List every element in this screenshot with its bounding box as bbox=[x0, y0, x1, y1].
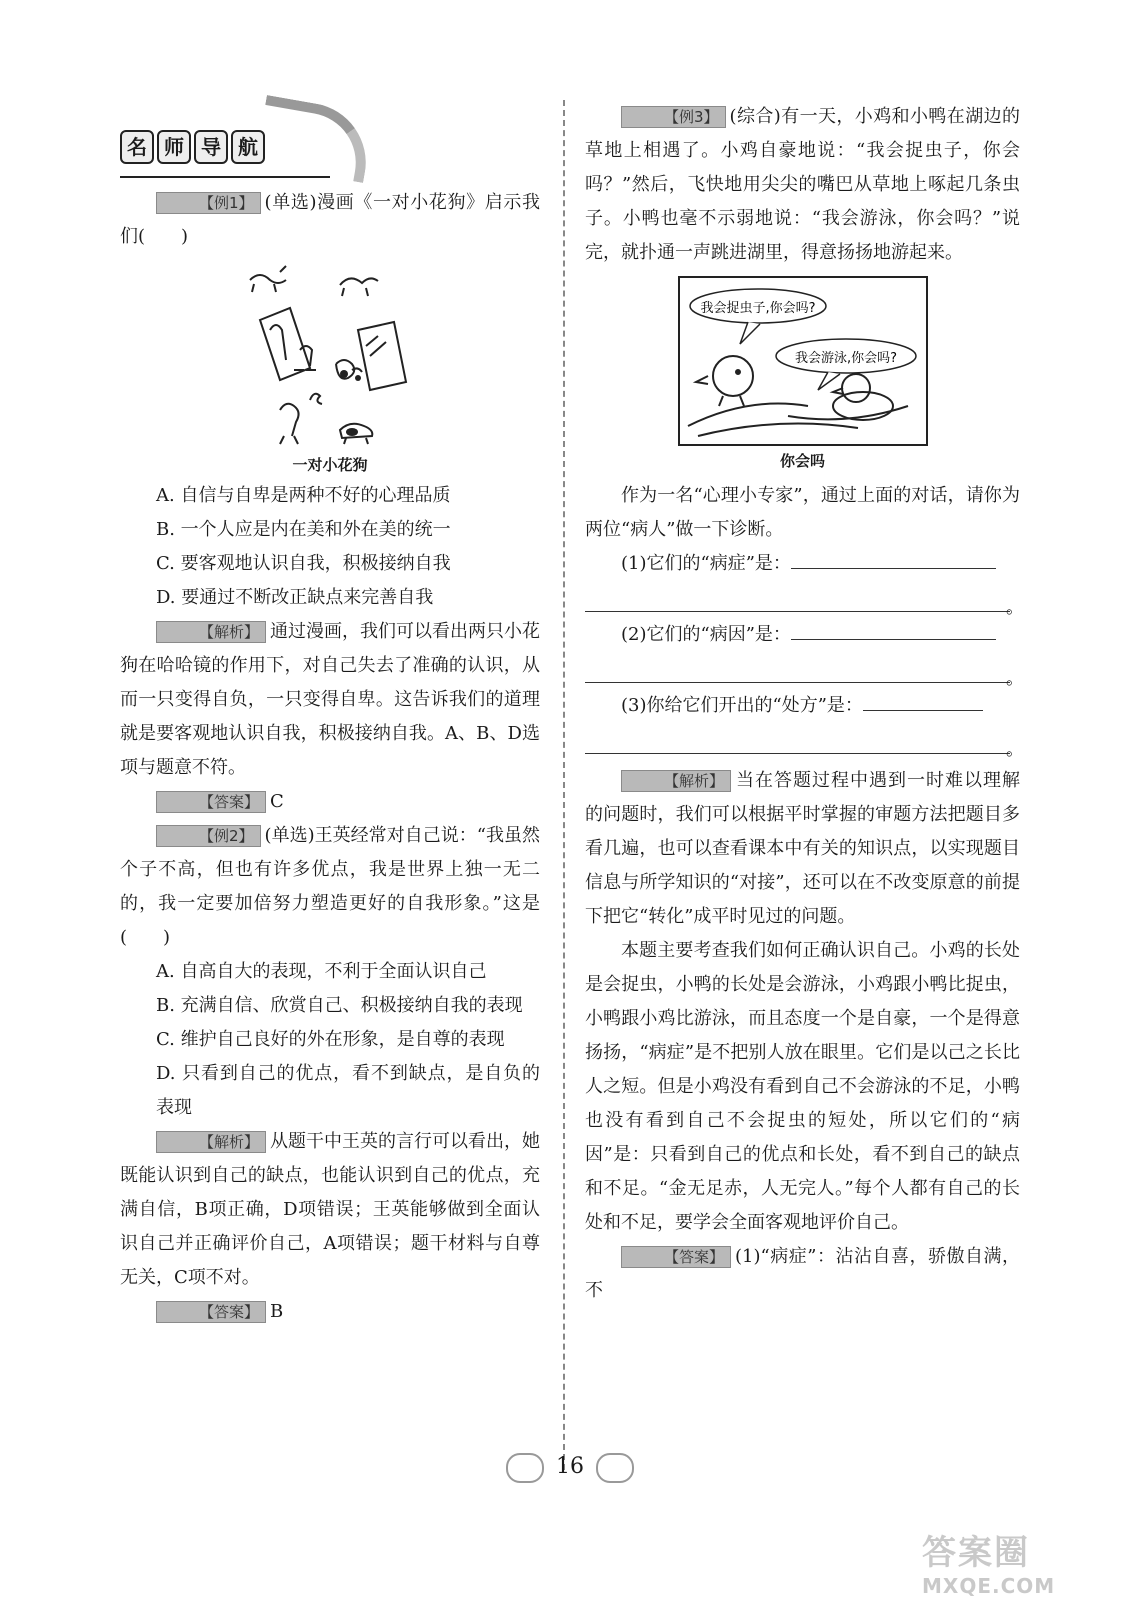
comic-caption: 你会吗 bbox=[779, 452, 825, 470]
example-2-option-d: D. 只看到自己的优点，看不到缺点，是自负的表现 bbox=[156, 1063, 540, 1118]
answer-blank[interactable] bbox=[791, 548, 996, 569]
left-column bbox=[120, 100, 540, 1329]
answer-tag: 【答案】 bbox=[156, 1301, 266, 1323]
example-2-option-c: C. 维护自己良好的外在形象，是自尊的表现 bbox=[156, 1029, 505, 1050]
example-3-answer: 【答案】 (1)“病症”：沾沾自喜，骄傲自满，不 bbox=[585, 1246, 1020, 1301]
column-divider bbox=[563, 100, 565, 1470]
watermark bbox=[922, 1525, 1122, 1598]
comic-pair-of-dogs bbox=[240, 260, 420, 450]
banner-char: 师 bbox=[157, 130, 191, 164]
answer-blank-line[interactable]: 。 bbox=[585, 652, 1010, 683]
example-1-option-a: A. 自信与自卑是两种不好的心理品质 bbox=[156, 485, 451, 506]
duck-speech-bubble: 我会游泳,你会吗? bbox=[794, 351, 897, 366]
right-column bbox=[585, 100, 1024, 1308]
answer-tag: 【答案】 bbox=[156, 791, 266, 813]
banner-char: 导 bbox=[194, 130, 228, 164]
analysis-tag: 【解析】 bbox=[156, 1131, 266, 1153]
analysis-tag: 【解析】 bbox=[621, 770, 731, 792]
banner-title bbox=[120, 130, 268, 164]
question-1: (1)它们的“病症”是： bbox=[585, 547, 1020, 581]
example-1-analysis: 【解析】 通过漫画，我们可以看出两只小花狗在哈哈镜的作用下，对自己失去了准确的认识，从而一只变得自负，一只变得自卑。这告诉我们的道理就是要客观地认识自我，积极接纳自我。A、B、D选项与题意不符。 bbox=[120, 621, 541, 778]
example-3-tag: 【例3】 bbox=[621, 106, 726, 128]
banner-swirl-decoration bbox=[255, 95, 375, 183]
banner-char: 航 bbox=[231, 130, 265, 164]
example-2-option-a: A. 自高自大的表现，不利于全面认识自己 bbox=[156, 961, 487, 982]
answer-blank-line[interactable]: 。 bbox=[585, 723, 1010, 754]
example-1-option-b: B. 一个人应是内在美和外在美的统一 bbox=[156, 519, 451, 540]
page-number: 16 bbox=[556, 1454, 584, 1479]
question-2: (2)它们的“病因”是： bbox=[585, 618, 1020, 652]
example-1-tag: 【例1】 bbox=[156, 192, 261, 214]
analysis-tag: 【解析】 bbox=[156, 621, 266, 643]
example-2-option-b: B. 充满自信、欣赏自己、积极接纳自我的表现 bbox=[156, 995, 523, 1016]
example-1-option-d: D. 要通过不断改正缺点来完善自我 bbox=[156, 587, 434, 608]
answer-blank-line[interactable]: 。 bbox=[585, 581, 1010, 612]
example-2-answer: 【答案】 B bbox=[120, 1295, 540, 1329]
banner-char: 名 bbox=[120, 130, 154, 164]
question-3: (3)你给它们开出的“处方”是： bbox=[585, 689, 1020, 723]
example-1-answer: 【答案】 C bbox=[120, 785, 540, 819]
section-banner bbox=[120, 100, 540, 180]
example-1-stem: 【例1】 (单选)漫画《一对小花狗》启示我们( ) bbox=[120, 192, 540, 247]
answer-blank[interactable] bbox=[863, 690, 983, 711]
watermark-line-2: MXQE.COM bbox=[922, 1574, 1056, 1598]
example-2-stem: 【例2】 (单选)王英经常对自己说：“我虽然个子不高，但也有许多优点，我是世界上独一无二的，我一定要加倍努力塑造更好的自我形象。”这是( ) bbox=[120, 825, 540, 948]
chick-speech-bubble: 我会捉虫子,你会吗? bbox=[699, 301, 816, 316]
page-footer bbox=[500, 1447, 640, 1487]
example-1-option-c: C. 要客观地认识自我，积极接纳自我 bbox=[156, 553, 451, 574]
example-3-analysis: 【解析】 当在答题过程中遇到一时难以理解的问题时，我们可以根据平时掌握的审题方法把题目多看几遍，也可以查看课本中有关的知识点，以实现题目信息与所学知识的“对接”，还可以在不改变原意的前提下把它“转化”成平时见过的问题。 bbox=[585, 770, 1020, 927]
example-3-stem: 【例3】 (综合)有一天，小鸡和小鸭在湖边的草地上相遇了。小鸡自豪地说：“我会捉虫子，你会吗？”然后，飞快地用尖尖的嘴巴从草地上啄起几条虫子。小鸭也毫不示弱地说：“我会游泳，你会吗？”说完，就扑通一声跳进湖里，得意扬扬地游起来。 bbox=[585, 106, 1020, 263]
example-2-tag: 【例2】 bbox=[156, 825, 261, 847]
comic-caption: 一对小花狗 bbox=[292, 456, 368, 474]
answer-blank[interactable] bbox=[791, 619, 996, 640]
comic-chick-and-duck bbox=[678, 276, 928, 446]
example-2-analysis: 【解析】 从题干中王英的言行可以看出，她既能认识到自己的缺点，也能认识到自己的优点，充满自信，B项正确，D项错误；王英能够做到全面认识自己并正确评价自己，A项错误；题干材料与自尊无关，C项不对。 bbox=[120, 1131, 541, 1288]
example-3-analysis-continued: 本题主要考查我们如何正确认识自己。小鸡的长处是会捉虫，小鸭的长处是会游泳，小鸡跟小鸭比捉虫，小鸭跟小鸡比游泳，而且态度一个是自豪，一个是得意扬扬，“病症”是不把别人放在眼里。它们是以己之长比人之短。但是小鸡没有看到自己不会游泳的不足，小鸭也没有看到自己不会捉虫的短处，所以它们的“病因”是：只看到自己的优点和长处，看不到自己的缺点和不足。“金无足赤，人无完人。”每个人都有自己的长处和不足，要学会全面客观地评价自己。 bbox=[585, 940, 1020, 1233]
answer-tag: 【答案】 bbox=[621, 1246, 731, 1268]
watermark-line-1: 答案圈 bbox=[922, 1533, 1030, 1573]
example-3-prompt: 作为一名“心理小专家”，通过上面的对话，请你为两位“病人”做一下诊断。 bbox=[585, 485, 1020, 540]
